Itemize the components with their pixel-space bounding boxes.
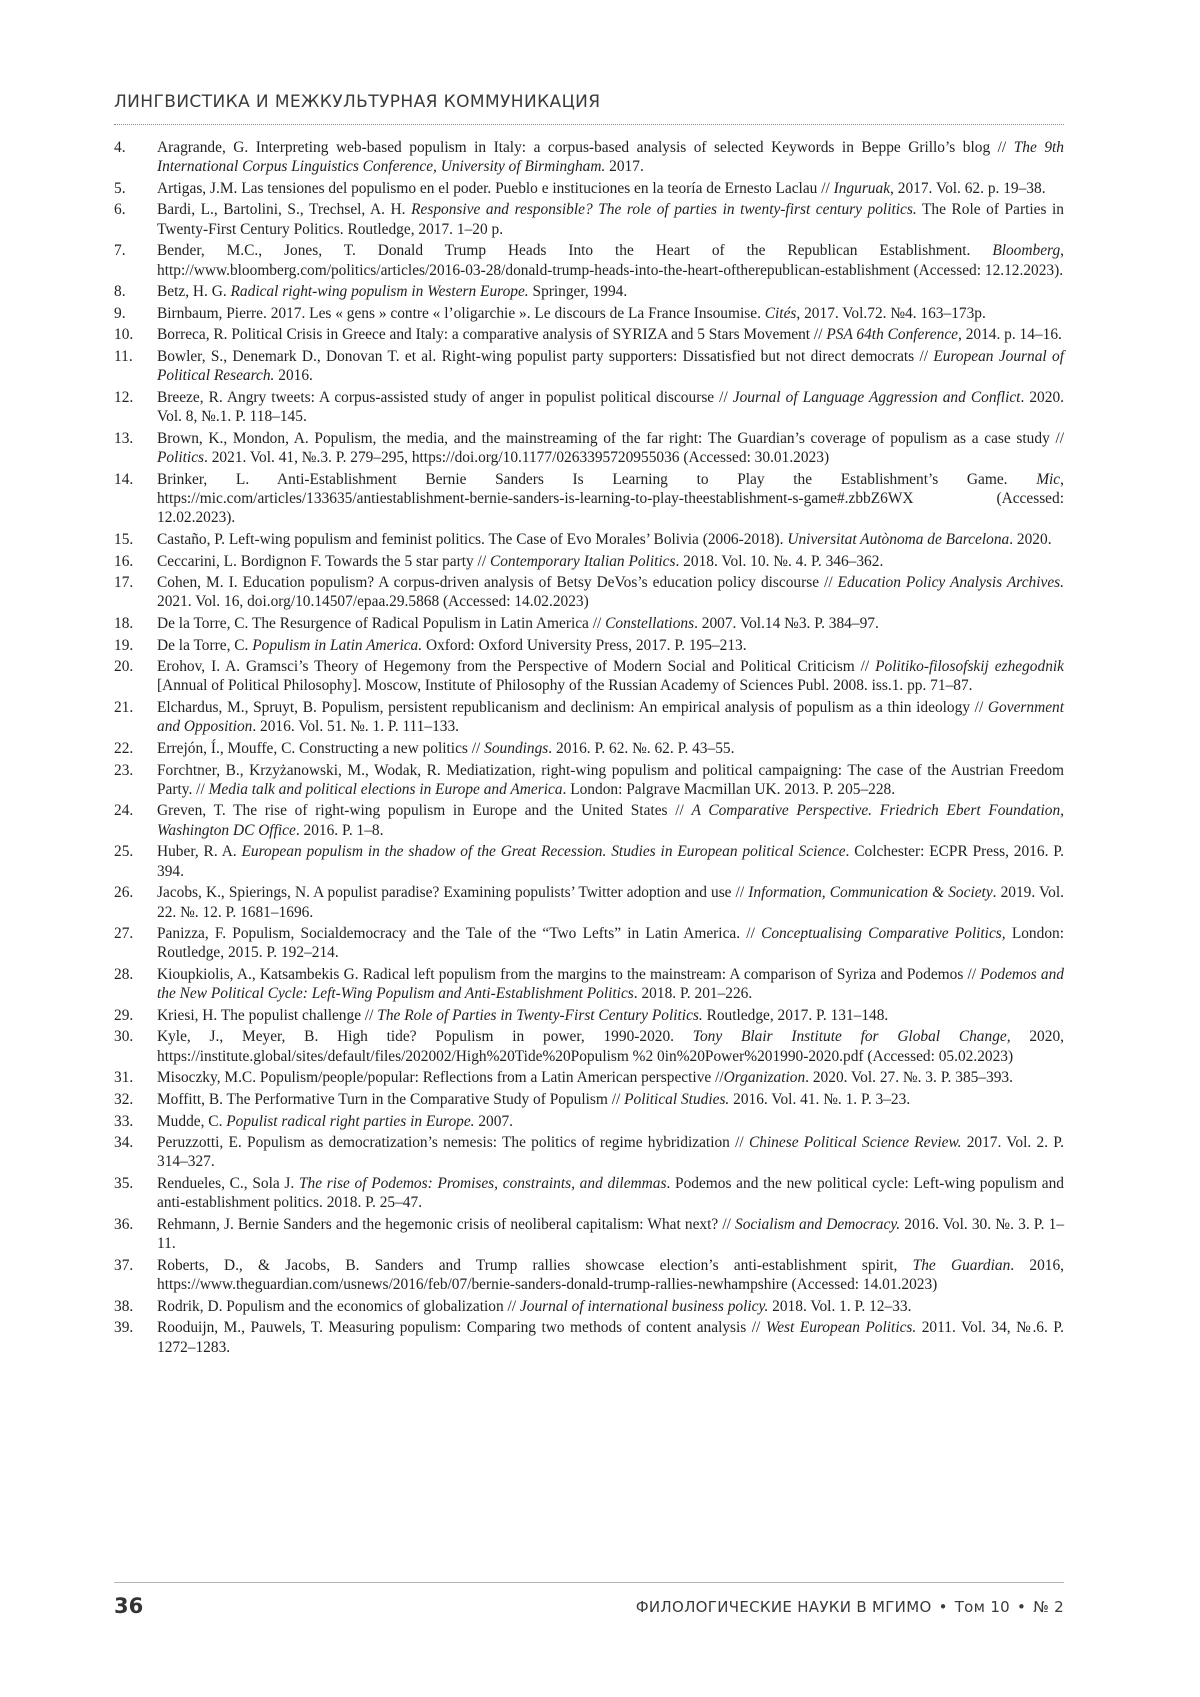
reference-source-italic: Universitat Autònoma de Barcelona <box>787 530 1010 548</box>
reference-number: 37. <box>114 1256 134 1274</box>
reference-number: 30. <box>114 1028 134 1046</box>
reference-number: 15. <box>114 530 134 548</box>
reference-number: 12. <box>114 388 134 406</box>
reference-segment: The Role of Parties in Twenty-First Century Politics. Routledge, 2017. 1–20 p. <box>157 201 1064 238</box>
reference-number: 26. <box>114 884 134 902</box>
reference-source-italic: Tony Blair Institute for Global Change, <box>692 1028 1011 1046</box>
reference-segment: De la Torre, C. <box>157 636 253 654</box>
reference-segment: 2017. Vol. 2. P. 314–327. <box>157 1134 1065 1171</box>
reference-item <box>114 1256 1064 1295</box>
reference-source-italic: Journal of Language Aggression and Conflict <box>732 388 1021 406</box>
reference-segment: Routledge, 2017. P. 131–148. <box>702 1006 889 1024</box>
reference-item <box>114 241 1064 280</box>
reference-text <box>157 801 1064 840</box>
reference-segment: Mudde, C. <box>157 1112 227 1130</box>
reference-segment: . Podemos and the new political cycle: Left-wing populism and anti-establishment politics. 2018. P. 25–47. <box>157 1175 1064 1212</box>
reference-item <box>114 1297 1064 1316</box>
reference-item <box>114 657 1064 696</box>
reference-segment: . London: Palgrave Macmillan UK. 2013. P. 205–228. <box>562 780 896 798</box>
reference-segment: Brinker, L. Anti-Establishment Bernie Sanders Is Learning to Play the Establishment’s Game. <box>157 470 1037 488</box>
reference-item <box>114 1068 1064 1087</box>
reference-item <box>114 698 1064 737</box>
journal-volume: Том 10 <box>954 1598 1011 1616</box>
reference-source-italic: Government and Opposition <box>157 699 1064 736</box>
reference-segment: Elchardus, M., Spruyt, B. Populism, persistent republicanism and declinism: An empirical analysis of populism as a thin ideology // <box>157 699 988 717</box>
reference-item <box>114 552 1064 571</box>
reference-source-italic: Socialism and Democracy. <box>735 1215 901 1233</box>
reference-source-italic: Organization <box>723 1069 806 1087</box>
reference-list <box>114 138 1064 1359</box>
reference-item <box>114 179 1064 198</box>
reference-segment: 2016. Vol. 41. №. 1. P. 3–23. <box>729 1090 911 1108</box>
reference-source-italic: Cités <box>764 304 797 322</box>
reference-source-italic: Politiko-filosofskij ezhegodnik <box>875 658 1064 676</box>
reference-item <box>114 530 1064 549</box>
reference-source-italic: The 9th International Corpus Linguistics Conference, University of Birmingham. <box>157 139 1065 176</box>
reference-segment: London: Routledge, 2015. P. 192–214. <box>157 925 1064 962</box>
reference-segment: Misoczky, M.C. Populism/people/popular: Reflections from a Latin American perspective // <box>157 1069 724 1087</box>
reference-segment: Huber, R. A. <box>157 843 242 861</box>
journal-footer <box>636 1598 1064 1616</box>
reference-text <box>157 179 1064 198</box>
reference-segment: 2018. Vol. 1. P. 12–33. <box>768 1297 912 1315</box>
reference-number: 24. <box>114 802 134 820</box>
reference-item <box>114 200 1064 239</box>
reference-item <box>114 1215 1064 1254</box>
reference-item <box>114 573 1064 612</box>
reference-source-italic: Political Studies. <box>624 1090 730 1108</box>
reference-segment: . 2020. Vol. 27. №. 3. P. 385–393. <box>805 1069 1013 1087</box>
reference-number: 17. <box>114 574 134 592</box>
reference-segment: , http://www.bloomberg.com/politics/articles/2016-03-28/donald-trump-heads-into-the-heart-oftherepublican-establishment (Accessed: 12.12.2023). <box>157 242 1064 279</box>
reference-segment: Rodrik, D. Populism and the economics of globalization // <box>157 1297 520 1315</box>
reference-segment: Rendueles, C., Sola J. <box>157 1175 299 1193</box>
reference-number: 16. <box>114 552 134 570</box>
reference-item <box>114 801 1064 840</box>
reference-segment: . 2019. Vol. 22. №. 12. P. 1681–1696. <box>157 884 1064 921</box>
footer-rule <box>114 1582 1064 1583</box>
reference-text <box>157 883 1064 922</box>
reference-number: 18. <box>114 614 134 632</box>
reference-segment: Kyle, J., Meyer, B. High tide? Populism in power, 1990-2020. <box>157 1028 693 1046</box>
reference-segment: 2021. Vol. 16, doi.org/10.14507/epaa.29.5868 (Accessed: 14.02.2023) <box>157 593 589 611</box>
reference-segment: . 2021. Vol. 41, №.3. P. 279–295, https://doi.org/10.1177/0263395720955036 (Accessed: 30.01.2023) <box>204 449 830 467</box>
reference-item <box>114 965 1064 1004</box>
reference-item <box>114 282 1064 301</box>
reference-number: 29. <box>114 1006 134 1024</box>
reference-source-italic: West European Politics. <box>765 1319 917 1337</box>
reference-text <box>157 1297 1064 1316</box>
reference-item <box>114 325 1064 344</box>
reference-number: 34. <box>114 1134 134 1152</box>
reference-number: 6. <box>114 201 126 219</box>
reference-text <box>157 842 1064 881</box>
reference-segment: Castaño, P. Left-wing populism and feminist politics. The Case of Evo Morales’ Bolivia (2006-2018). <box>157 530 788 548</box>
reference-text <box>157 657 1064 696</box>
reference-number: 23. <box>114 761 134 779</box>
reference-text <box>157 325 1064 344</box>
reference-number: 27. <box>114 925 134 943</box>
reference-text <box>157 739 1064 758</box>
journal-issue: № 2 <box>1033 1598 1064 1616</box>
reference-number: 22. <box>114 739 134 757</box>
reference-source-italic: Constellations <box>605 614 695 632</box>
reference-text <box>157 1174 1064 1213</box>
reference-segment: Betz, H. G. <box>157 283 231 301</box>
reference-source-italic: European populism in the shadow of the Great Recession. Studies in European political Science <box>241 843 846 861</box>
reference-source-italic: Inguruak <box>833 179 891 197</box>
reference-text <box>157 1027 1064 1066</box>
reference-source-italic: Mic <box>1036 470 1061 488</box>
reference-item <box>114 761 1064 800</box>
reference-segment: Kioupkiolis, A., Katsambekis G. Radical left populism from the margins to the mainstream: A comparison of Syriza and Podemos // <box>157 966 981 983</box>
reference-segment: Panizza, F. Populism, Socialdemocracy and the Tale of the “Two Lefts” in Latin America. // <box>157 925 762 943</box>
reference-segment: . 2018. Vol. 10. №. 4. P. 346–362. <box>675 552 884 570</box>
reference-segment: Artigas, J.M. Las tensiones del populismo en el poder. Pueblo e instituciones en la teoría de Ernesto Laclau // <box>157 179 834 197</box>
reference-text <box>157 761 1064 800</box>
reference-text <box>157 573 1064 612</box>
reference-item <box>114 1027 1064 1066</box>
reference-segment: 2007. <box>474 1112 513 1130</box>
reference-item <box>114 842 1064 881</box>
reference-text <box>157 1318 1064 1357</box>
reference-segment: 2020, https://institute.global/sites/default/files/202002/High%20Tide%20Populism %2 0in%20Power%201990-2020.pdf (Accessed: 05.02.2023) <box>157 1028 1064 1065</box>
reference-source-italic: Chinese Political Science Review. <box>748 1134 962 1152</box>
reference-source-italic: Populist radical right parties in Europe. <box>226 1112 475 1130</box>
reference-source-italic: The Role of Parties in Twenty-First Century Politics. <box>377 1006 703 1024</box>
reference-segment: 2014. p. 14–16. <box>961 326 1062 344</box>
reference-text <box>157 1006 1064 1025</box>
reference-source-italic: A Comparative Perspective. Friedrich Ebert Foundation, Washington DC Office <box>157 802 1064 839</box>
reference-segment: . Colchester: ECPR Press, 2016. P. 394. <box>157 843 1064 880</box>
reference-text <box>157 924 1064 963</box>
reference-segment: , https://mic.com/articles/133635/antiestablishment-bernie-sanders-is-learning-to-play-theestablishment-s-game#.zbbZ6WX (Accessed: 12.02.2023). <box>157 470 1064 527</box>
reference-item <box>114 470 1064 528</box>
reference-text <box>157 1215 1064 1254</box>
reference-segment: . 2020. Vol. 8, №.1. P. 118–145. <box>157 388 1064 426</box>
reference-segment: Jacobs, K., Spierings, N. A populist paradise? Examining populists’ Twitter adoption and use // <box>157 884 749 902</box>
reference-text <box>157 200 1064 239</box>
reference-item <box>114 1174 1064 1213</box>
reference-segment: 2016. <box>274 367 313 385</box>
reference-segment: Bardi, L., Bartolini, S., Trechsel, A. H. <box>157 201 412 219</box>
reference-item <box>114 739 1064 758</box>
reference-text <box>157 282 1064 301</box>
reference-source-italic: The rise of Podemos: Promises, constraints, and dilemmas <box>298 1175 667 1193</box>
running-title: ЛИНГВИСТИКА И МЕЖКУЛЬТУРНАЯ КОММУНИКАЦИЯ <box>114 92 601 112</box>
reference-number: 4. <box>114 139 126 156</box>
reference-number: 19. <box>114 636 134 654</box>
reference-segment: Aragrande, G. Interpreting web-based populism in Italy: a corpus-based analysis of selected Keywords in Beppe Grillo’s blog // <box>157 139 1014 156</box>
reference-text <box>157 614 1064 633</box>
reference-text <box>157 1068 1064 1087</box>
reference-source-italic: Soundings <box>484 739 549 757</box>
reference-segment: , 2017. Vol.72. №4. 163–173p. <box>796 304 986 322</box>
reference-segment: . 2018. P. 201–226. <box>633 985 753 1003</box>
reference-item <box>114 1006 1064 1025</box>
reference-source-italic: Bloomberg <box>992 242 1061 260</box>
reference-text <box>157 1256 1064 1295</box>
reference-source-italic: Contemporary Italian Politics <box>489 552 676 570</box>
reference-text <box>157 530 1064 549</box>
reference-segment: Roberts, D., & Jacobs, B. Sanders and Trump rallies showcase election’s anti-establishment spirit, <box>157 1256 913 1274</box>
reference-source-italic: Media talk and political elections in Europe and America <box>208 780 563 798</box>
reference-segment: Errejón, Í., Mouffe, C. Constructing a new politics // <box>157 739 485 757</box>
reference-source-italic: PSA 64th Conference, <box>826 326 962 344</box>
reference-segment: Brown, K., Mondon, A. Populism, the media, and the mainstreaming of the far right: The Guardian’s coverage of populism as a case study // <box>157 429 1064 447</box>
reference-segment: Springer, 1994. <box>528 283 628 301</box>
reference-number: 8. <box>114 283 126 301</box>
reference-item <box>114 883 1064 922</box>
reference-segment: [Annual of Political Philosophy]. Moscow, Institute of Philosophy of the Russian Academy of Sciences Publ. 2008. iss.1. pp. 71–87. <box>157 677 973 695</box>
reference-segment: Oxford: Oxford University Press, 2017. P. 195–213. <box>422 636 747 654</box>
reference-number: 5. <box>114 179 126 197</box>
reference-item <box>114 304 1064 323</box>
reference-text <box>157 138 1064 177</box>
reference-segment: 2016. Vol. 30. №. 3. P. 1–11. <box>157 1215 1065 1253</box>
reference-source-italic: The Guardian <box>912 1256 1011 1274</box>
reference-segment: Greven, T. The rise of right-wing populism in Europe and the United States // <box>157 802 692 820</box>
reference-item <box>114 1133 1064 1172</box>
reference-text <box>157 1133 1064 1172</box>
reference-number: 9. <box>114 304 126 322</box>
footer-separator-dot: • <box>938 1598 948 1616</box>
reference-number: 39. <box>114 1319 134 1337</box>
reference-source-italic: Journal of international business policy. <box>519 1297 769 1315</box>
reference-segment: De la Torre, C. The Resurgence of Radical Populism in Latin America // <box>157 614 606 632</box>
reference-source-italic: Education Policy Analysis Archives. <box>837 574 1064 592</box>
page-number: 36 <box>114 1594 144 1618</box>
header-dotted-rule <box>114 124 1064 125</box>
reference-segment: Rooduijn, M., Pauwels, T. Measuring populism: Comparing two methods of content analysis // <box>157 1319 766 1337</box>
reference-number: 28. <box>114 966 134 983</box>
reference-text <box>157 1090 1064 1109</box>
reference-text <box>157 965 1064 1004</box>
reference-segment: Kriesi, H. The populist challenge // <box>157 1006 378 1024</box>
reference-item <box>114 1318 1064 1357</box>
reference-source-italic: Information, Communication & Society <box>748 884 993 902</box>
reference-source-italic: European Journal of Political Research. <box>157 348 1064 385</box>
reference-segment: Bowler, S., Denemark D., Donovan T. et al. Right-wing populist party supporters: Dissatisfied but not direct democrats // <box>157 348 934 366</box>
reference-segment: 2011. Vol. 34, №.6. P. 1272–1283. <box>157 1319 1065 1356</box>
reference-source-italic: Conceptualising Comparative Politics, <box>761 925 1006 943</box>
reference-text <box>157 388 1064 427</box>
reference-text <box>157 552 1064 571</box>
reference-number: 35. <box>114 1175 134 1193</box>
reference-segment: . 2016. Vol. 51. №. 1. P. 111–133. <box>252 718 460 736</box>
reference-item <box>114 924 1064 963</box>
reference-text <box>157 470 1064 528</box>
reference-item <box>114 347 1064 386</box>
reference-item <box>114 1112 1064 1131</box>
reference-source-italic: Populism in Latin America. <box>252 636 423 654</box>
reference-number: 13. <box>114 429 134 447</box>
reference-number: 7. <box>114 242 126 260</box>
reference-source-italic: Responsive and responsible? The role of parties in twenty-first century politics. <box>411 201 917 219</box>
reference-item <box>114 429 1064 468</box>
reference-segment: . 2020. <box>1009 530 1052 548</box>
reference-segment: Ceccarini, L. Bordignon F. Towards the 5 star party // <box>157 552 490 570</box>
reference-segment: Breeze, R. Angry tweets: A corpus-assisted study of anger in populist political discourse // <box>157 388 733 406</box>
reference-number: 25. <box>114 843 134 861</box>
reference-number: 14. <box>114 470 134 488</box>
reference-source-italic: Radical right-wing populism in Western Europe. <box>230 283 529 301</box>
reference-segment: Moffitt, B. The Performative Turn in the Comparative Study of Populism // <box>157 1090 625 1108</box>
reference-text <box>157 347 1064 386</box>
journal-name: ФИЛОЛОГИЧЕСКИЕ НАУКИ В МГИМО <box>635 1598 932 1616</box>
reference-text <box>157 1112 1064 1131</box>
reference-item <box>114 614 1064 633</box>
reference-text <box>157 636 1064 655</box>
reference-number: 31. <box>114 1069 134 1087</box>
reference-segment: 2017. <box>605 158 644 176</box>
reference-number: 38. <box>114 1297 134 1315</box>
reference-segment: Borreca, R. Political Crisis in Greece and Italy: a comparative analysis of SYRIZA and 5 Stars Movement // <box>157 326 827 344</box>
reference-text <box>157 304 1064 323</box>
reference-item <box>114 388 1064 427</box>
reference-number: 32. <box>114 1090 134 1108</box>
reference-number: 11. <box>114 348 133 366</box>
reference-segment: . 2007. Vol.14 №3. P. 384–97. <box>694 614 879 632</box>
reference-segment: , 2017. Vol. 62. p. 19–38. <box>890 179 1046 197</box>
reference-segment: Bender, M.C., Jones, T. Donald Trump Heads Into the Heart of the Republican Establishment. <box>157 242 993 260</box>
reference-number: 33. <box>114 1112 134 1130</box>
footer-separator-dot: • <box>1017 1598 1027 1616</box>
reference-item <box>114 1090 1064 1109</box>
reference-item <box>114 636 1064 655</box>
reference-text <box>157 698 1064 737</box>
reference-segment: Peruzzotti, E. Populism as democratization’s nemesis: The politics of regime hybridization // <box>157 1134 749 1152</box>
reference-source-italic: Podemos and the New Political Cycle: Left-Wing Populism and Anti-Establishment Politics <box>157 966 1064 1003</box>
reference-segment: . 2016. P. 62. №. 62. P. 43–55. <box>548 739 735 757</box>
reference-segment: Forchtner, B., Krzyżanowski, M., Wodak, R. Mediatization, right-wing populism and political campaigning: The case of the Austrian Freedom Party. // <box>157 761 1064 798</box>
reference-segment: Cohen, M. I. Education populism? A corpus-driven analysis of Betsy DeVos’s education policy discourse // <box>157 574 838 592</box>
reference-number: 21. <box>114 699 134 717</box>
reference-segment: . 2016, https://www.theguardian.com/usnews/2016/feb/07/bernie-sanders-donald-trump-rallies-newhampshire (Accessed: 14.01.2023) <box>157 1256 1065 1294</box>
reference-text <box>157 241 1064 280</box>
reference-number: 10. <box>114 326 134 344</box>
reference-number: 20. <box>114 658 134 676</box>
reference-segment: Erohov, I. A. Gramsci’s Theory of Hegemony from the Perspective of Modern Social and Political Criticism // <box>157 658 876 676</box>
reference-source-italic: Politics <box>157 449 205 467</box>
reference-segment: Birnbaum, Pierre. 2017. Les « gens » contre « l’oligarchie ». Le discours de La France Insoumise. <box>157 304 765 322</box>
reference-text <box>157 429 1064 468</box>
reference-number: 36. <box>114 1215 134 1233</box>
reference-item <box>114 138 1064 177</box>
reference-segment: . 2016. P. 1–8. <box>295 821 384 839</box>
reference-segment: Rehmann, J. Bernie Sanders and the hegemonic crisis of neoliberal capitalism: What next? // <box>157 1215 736 1233</box>
